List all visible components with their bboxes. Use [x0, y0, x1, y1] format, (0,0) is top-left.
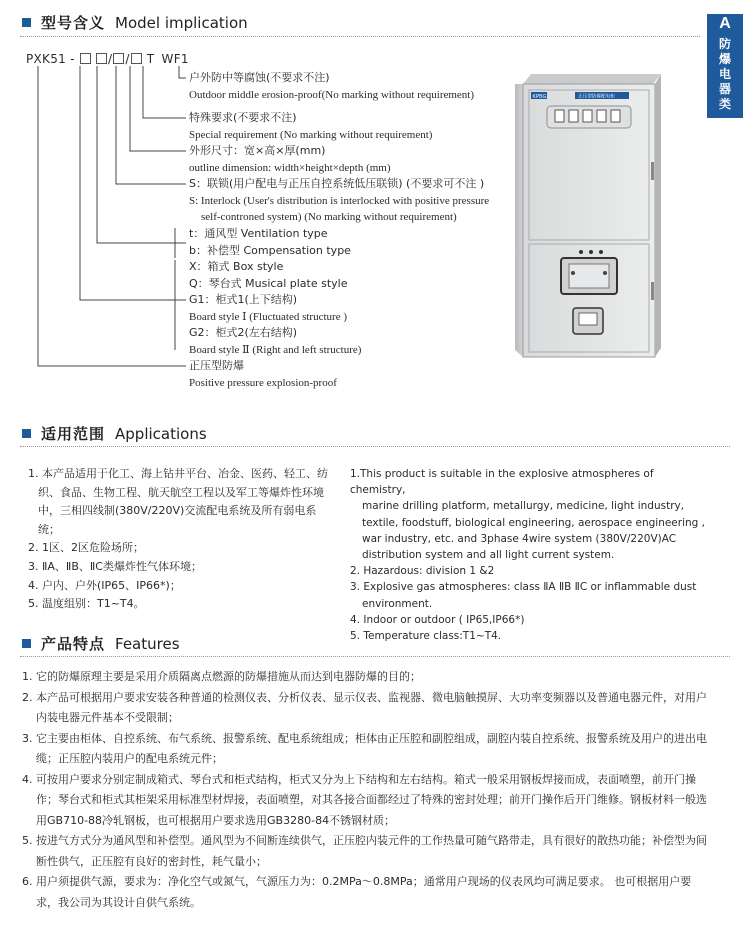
- apps-section-heading: 适用范围 Applications: [22, 423, 207, 444]
- model-item-dimension: 外形尺寸：宽×高×厚(mm) outline dimension: width×height×depth (mm): [189, 144, 391, 174]
- feature-item: 4. 可按用户要求分别定制成箱式、琴台式和柜式结构，柜式又分为上下结构和左右结构。箱式一般采用钢板焊接而成，表面喷塑，前开门操作；琴台式和柜式其柜架采用标准型材焊接，表面喷塑，对其各接合面都经过了特殊的密封处理；前开门操作后开门维修。钢板材料一般选用GB710-88冷轧钢板，也可根据用户要求选用GB3280-84不锈钢材质；: [22, 772, 707, 827]
- cabinet-brand: KPBG: [532, 94, 547, 100]
- cabinet-photo: [515, 72, 665, 362]
- feature-item: 3. 它主要由柜体、自控系统、布气系统、报警系统、配电系统组成；柜体由正压腔和副腔组成，副腔内装自控系统、报警系统及用户的进出电缆；正压腔内装用户的配电系统元件；: [22, 731, 707, 765]
- cabinet-nameplate-text: 正压型防爆配电柜: [578, 94, 615, 100]
- model-item-type: 正压型防爆 Positive pressure explosion-proof: [189, 359, 337, 389]
- model-item-special: 特殊要求(不要求不注) Special requirement (No marking without requirement): [189, 111, 433, 141]
- heading-marker: [22, 429, 31, 438]
- model-section-heading: 型号含义 Model implication: [22, 12, 248, 33]
- feature-item: 6. 用户须提供气源，要求为：净化空气或氮气，气源压力为：0.2MPa～0.8MPa；通常用户现场的仪表风均可满足要求。 也可根据用户要求，我公司为其设计自供气系统。: [22, 875, 692, 909]
- features-section-heading: 产品特点 Features: [22, 633, 180, 654]
- model-item-structure: X：箱式 Box style Q：琴台式 Musical plate style G1：柜式1(上下结构) Board style Ⅰ (Fluctuated structure ) G2：柜式2(左右结构) Board style Ⅱ (Right and left structure): [189, 260, 362, 356]
- model-code: PXK51 - / / T WF1: [26, 52, 189, 66]
- category-letter: A: [719, 15, 731, 32]
- apps-english: 1.This product is suitable in the explosive atmospheres of chemistry, marine drilling platform, metallurgy, medicine, light industry, textile, foodstuff, biological engineering, aerospace engineering , war industry, etc. and 3phase 4wire system (380V/220V)AC distribution system and all light current system. 2. Hazardous: division 1 &2 3. Explosive gas atmospheres: class ⅡA ⅡB ⅡC or inflammable dust environment. 4. Indoor or outdoor ( IP65,IP66*) 5. Temperature class:T1~T4.: [350, 468, 705, 643]
- feature-item: 2. 本产品可根据用户要求安装各种普通的检测仪表、分析仪表、显示仪表、监视器、微电脑触摸屏、大功率变频器以及普通电器元件，对用户内装电器元件基本不受限制；: [22, 690, 707, 724]
- feature-item: 5. 按进气方式分为通风型和补偿型。通风型为不间断连续供气，正压腔内装元件的工作热量可随气路带走，具有很好的散热功能；补偿型为间断性供气，正压腔有良好的密封性，耗气量小；: [22, 834, 707, 868]
- heading-marker: [22, 639, 31, 648]
- category-label: 防 爆 电 器 类: [718, 37, 731, 111]
- apps-chinese: 1. 本产品适用于化工、海上钻井平台、冶金、医药、轻工、纺 织、食品、生物工程、航天航空工程以及军工等爆炸性环境 中，三相四线制(380V/220V)交流配电系统及所有弱电系统； 2. 1区、2区危险场所； 3. ⅡA、ⅡB、ⅡC类爆炸性气体环境； 4. 户内、户外(IP65、IP66*)； 5. 温度组别：T1~T4。: [28, 467, 328, 611]
- features-list: [22, 667, 712, 913]
- model-item-interlock: S：联锁(用户配电与正压自控系统低压联锁) (不要求可不注 ) S: Interlock (User's distribution is interlocked with positive pressure self-controned system) (No marking without requirement): [189, 177, 490, 223]
- section-divider: [20, 446, 730, 447]
- model-item-gas-type: t：通风型 Ventilation type b：补偿型 Compensation type: [189, 227, 351, 257]
- section-divider: [20, 656, 730, 657]
- feature-item: 1. 它的防爆原理主要是采用介质隔离点燃源的防爆措施从而达到电器防爆的目的；: [22, 670, 421, 683]
- model-item-outdoor: 户外防中等腐蚀(不要求不注) Outdoor middle erosion-proof(No marking without requirement): [189, 71, 475, 101]
